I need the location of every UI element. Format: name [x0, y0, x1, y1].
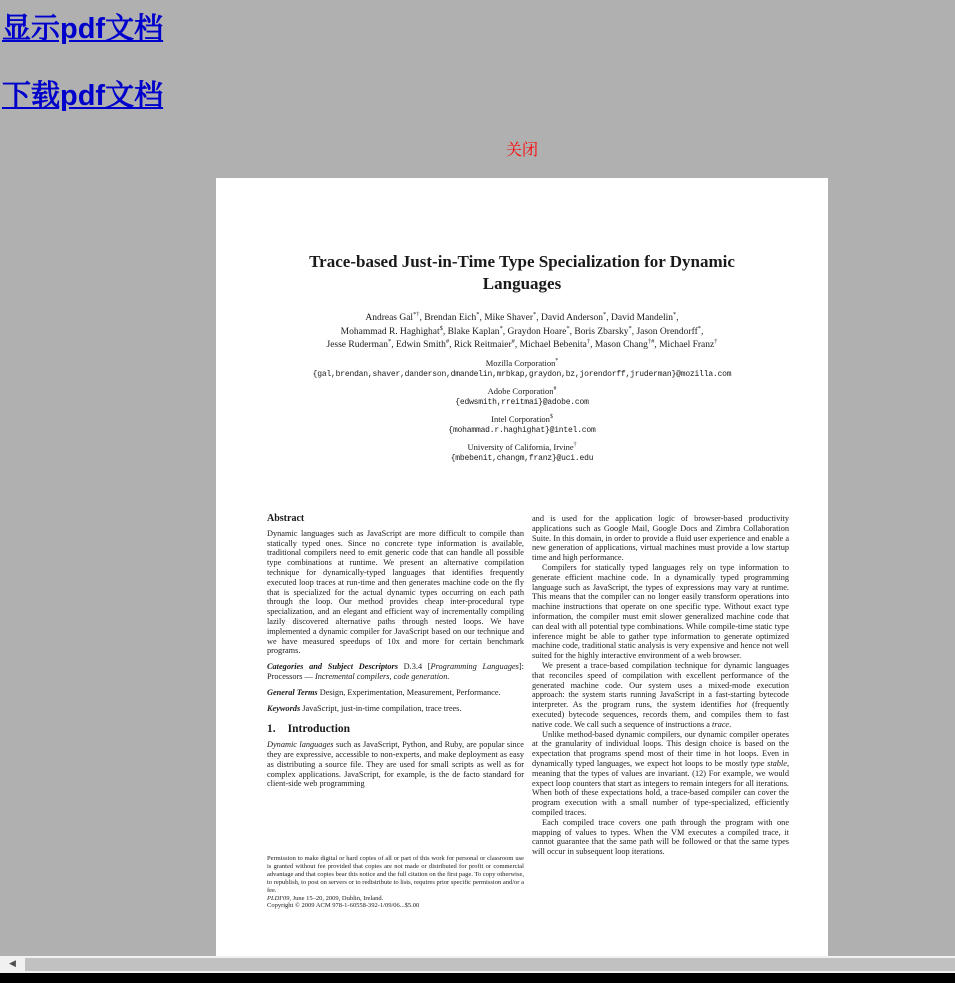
author-line: Andreas Gal*†, Brendan Eich*, Mike Shaver*, David Anderson*, David Mandelin*,: [365, 310, 679, 323]
footnote-line: PLDI'09, June 15–20, 2009, Dublin, Ireland.: [267, 894, 384, 902]
left-column: [267, 514, 524, 789]
close-link[interactable]: 关闭: [505, 142, 538, 159]
paper-title: Trace-based Just-in-Time Type Specialization for Dynamic Languages: [309, 252, 735, 293]
affiliation-email: {gal,brendan,shaver,danderson,dmandelin,mrbkap,graydon,bz,jorendorff,jruderman}@mozilla.com: [312, 370, 732, 379]
right-column: [532, 514, 789, 857]
abstract-paragraph: Dynamic languages such as JavaScript are more difficult to compile than statically typed ones. Since no concrete type information is available, traditional compilers need to emit generic code that can handle all possible type combinations at runtime. We present an alternative compilation technique for dynamically-typed languages that identifies frequently executed loop traces at run-time and then generates machine code on the fly that is specialized for the actual dynamic types occurring on each path through the loop. Our method provides cheap inter-procedural type specialization, and an elegant and efficient way of incrementally compiling lazily discovered alternative paths through nested loops. We have implemented a dynamic compiler for JavaScript based on our technique and we have measured speedups of 10x and more for certain benchmark programs.: [267, 528, 524, 656]
author-line: Jesse Ruderman*, Edwin Smith#, Rick Reitmaier#, Michael Bebenita†, Mason Chang†#, Michael Franz†: [326, 337, 718, 350]
horizontal-scrollbar[interactable]: [0, 956, 955, 973]
footnote-lines: [267, 895, 524, 911]
scroll-left-arrow-icon: ◀: [9, 959, 16, 969]
body-paragraph: Unlike method-based dynamic compilers, our dynamic compiler operates at the granularity of individual loops. This design choice is based on the expectation that programs spend most of their time in hot loops. Even in dynamically typed languages, we expect hot loops to be mostly type stable, meaning that the types of values are invariant. (12) For example, we would expect loop counters that start as integers to remain integers for all iterations. When both of these expectations hold, a trace-based compiler can cover the program execution with a small number of type-specialized, efficiently compiled traces.: [532, 729, 790, 817]
body-paragraph: and is used for the application logic of browser-based productivity applications such as Google Mail, Google Docs and Zimbra Collaboration Suite. In this domain, in order to provide a fluid user experience and enable a new generation of applications, virtual machines must provide a low startup time and high performance.: [532, 514, 789, 563]
affiliation-email: {mohammad.r.haghighat}@intel.com: [448, 426, 596, 435]
body-paragraph: We present a trace-based compilation technique for dynamic languages that reconciles speed of compilation with excellent performance of the generated machine code. Our system uses a mixed-mode execution approach: the system starts running JavaScript in a fast-starting bytecode interpreter. As the program runs, the system identifies hot (frequently executed) bytecode sequences, records them, and compiles them to fast native code. We call such a sequence of instructions a trace.: [532, 660, 789, 729]
pdf-page: [216, 178, 828, 956]
affiliation-name: Mozilla Corporation*: [485, 358, 559, 368]
bottom-black-bar: [0, 973, 955, 983]
copyright-footnote: [267, 855, 524, 910]
body-paragraph: Each compiled trace covers one path through the program with one mapping of values to types. When the VM executes a compiled trace, it cannot guarantee that the same path will be followed or that the same types will occur in subsequent loop iterations.: [532, 817, 789, 857]
download-pdf-link[interactable]: 下载pdf文档: [2, 80, 164, 112]
affiliation-name: University of California, Irvine†: [467, 442, 577, 452]
affiliation: [216, 358, 828, 380]
affiliation: [216, 442, 828, 464]
scroll-left-button[interactable]: [0, 956, 25, 973]
introduction-heading: 1. Introduction: [267, 723, 351, 736]
permission-paragraph: Permission to make digital or hard copies of all or part of this work for personal or classroom use is granted without fee provided that copies are not made or distributed for profit or commercial advantage and that copies bear this notice and the full citation on the first page. To copy otherwise, to republish, to post on servers or to redistribute to lists, requires prior specific permission and/or a fee.: [267, 855, 524, 894]
keywords-paragraph: Keywords JavaScript, just-in-time compilation, trace trees.: [267, 703, 462, 713]
affiliation-name: Intel Corporation$: [491, 414, 553, 424]
close-link-row: [216, 137, 828, 160]
scrollbar-thumb[interactable]: [25, 958, 955, 971]
general-terms-paragraph: General Terms Design, Experimentation, Measurement, Performance.: [267, 687, 501, 697]
footnote-line: Copyright © 2009 ACM 978-1-60558-392-1/09/06...$5.00: [267, 902, 420, 910]
author-lines: [216, 312, 828, 353]
abstract-heading: Abstract: [267, 513, 305, 524]
show-pdf-link[interactable]: 显示pdf文档: [2, 13, 164, 45]
affiliation-email: {edwsmith,rreitmai}@adobe.com: [455, 398, 589, 407]
affiliation: [216, 386, 828, 408]
affiliation-name: Adobe Corporation#: [487, 386, 557, 396]
introduction-paragraph: Dynamic languages such as JavaScript, Python, and Ruby, are popular since they are expressive, accessible to non-experts, and make deployment as easy as distributing a source file. They are used for small scripts as well as for complex applications. JavaScript, for example, is the de facto standard for client-side web programming: [267, 740, 524, 789]
affiliation-email: {mbebenit,changm,franz}@uci.edu: [450, 454, 594, 463]
categories-paragraph: Categories and Subject Descriptors D.3.4 [Programming Languages]: Processors — Incremental compilers, code generation.: [267, 662, 524, 681]
author-line: Mohammad R. Haghighat$, Blake Kaplan*, Graydon Hoare*, Boris Zbarsky*, Jason Orendorff*,: [340, 324, 704, 337]
body-paragraph: Compilers for statically typed languages rely on type information to generate efficient machine code. In a dynamically typed programming language such as JavaScript, the types of expressions may vary at runtime. This means that the compiler can no longer easily transform operations into machine instructions that operate on one specific type. Without exact type information, the compiler must emit slower generalized machine code that can deal with all potential type combinations. While compile-time static type inference might be able to gather type information to generate optimized machine code, traditional static analysis is very expensive and hence not well suited for the highly interactive environment of a web browser.: [532, 562, 789, 661]
affiliation: [216, 414, 828, 436]
affiliations: [216, 358, 828, 470]
